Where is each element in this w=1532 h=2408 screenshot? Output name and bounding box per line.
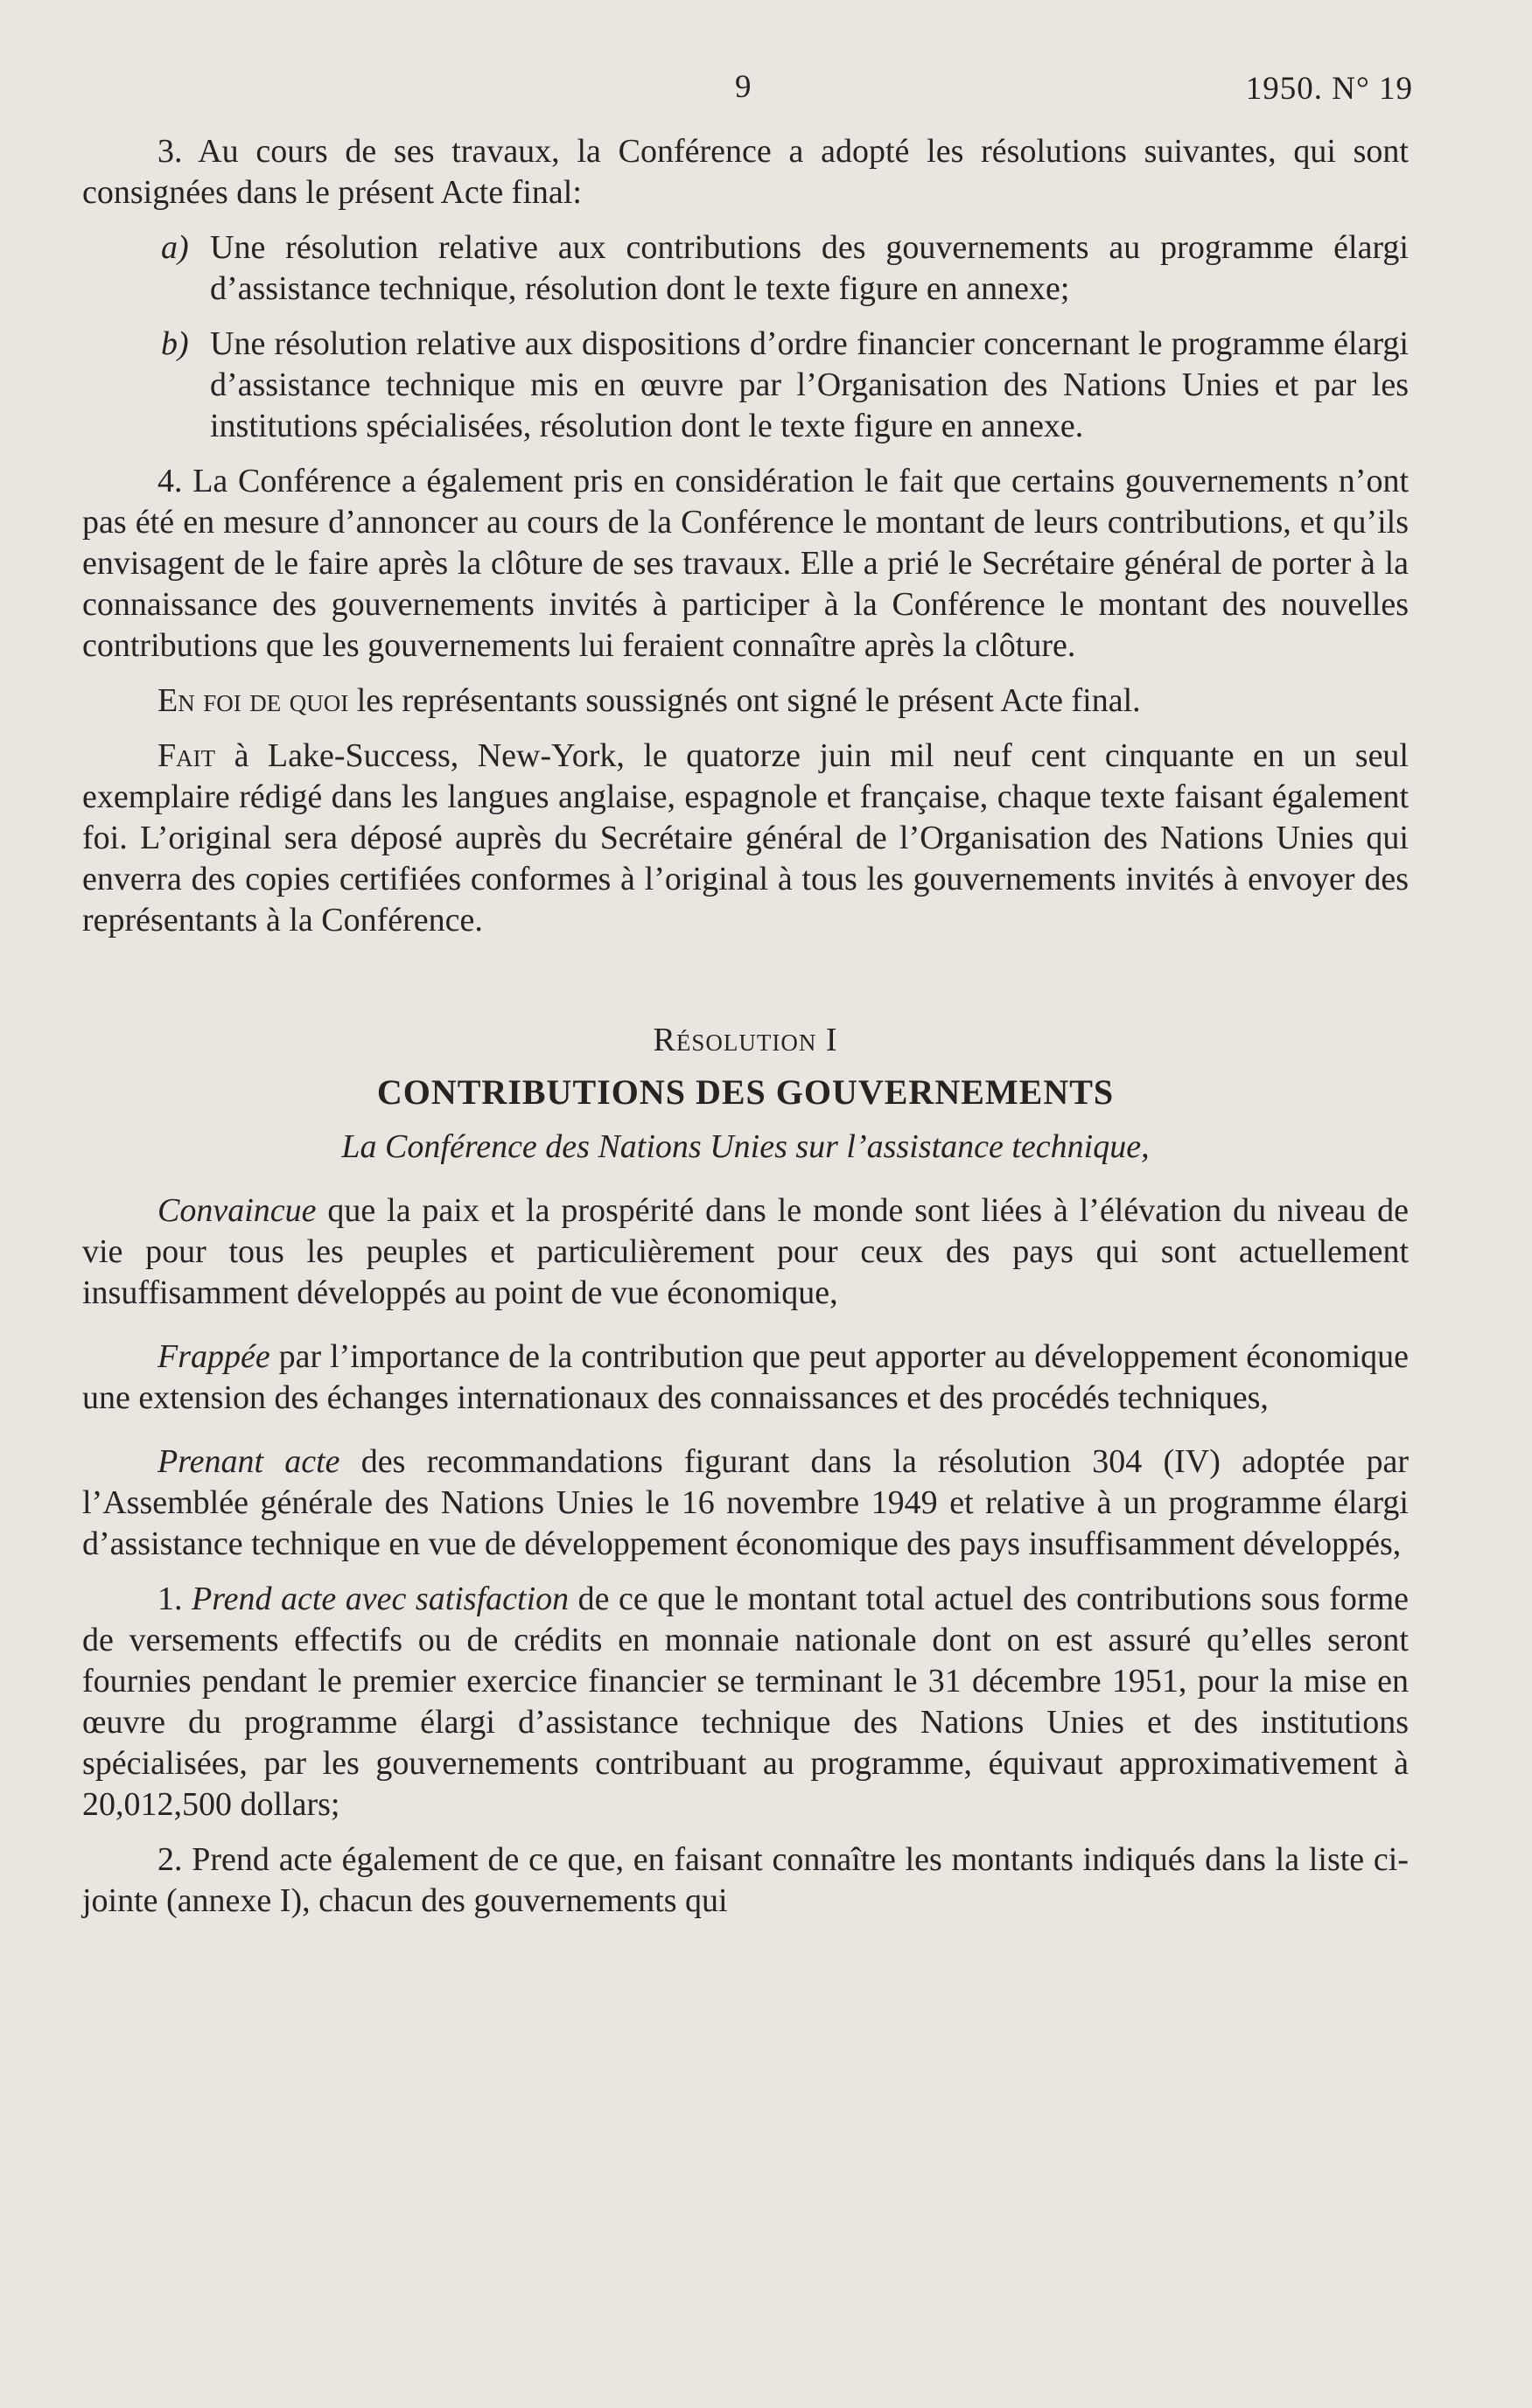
list-label-a: a) <box>161 229 189 266</box>
fait-paragraph <box>82 736 1409 941</box>
resolution-label: Résolution I <box>653 1022 838 1058</box>
prenant-text: des recommandations figurant dans la résolution 304 (IV) adoptée par l’Assemblée générale des Nations Unies le 16 novembre 1949 et relative à un programme élargi d’assistance technique en vue de développement économique des pays insuffisamment développés, <box>82 1443 1409 1562</box>
list-text-b: Une résolution relative aux dispositions d’ordre financier concernant le programme élargi d’assistance technique mis en œuvre par l’Organisation des Nations Unies et par les institutions spécialisées, résolution dont le texte figure en annexe. <box>210 325 1409 444</box>
frappee-text: par l’importance de la contribution que peut apporter au développement économique une extension des échanges internationaux des connaissances et des procédés techniques, <box>82 1338 1409 1416</box>
prenant-paragraph <box>82 1441 1409 1565</box>
resolution-title: CONTRIBUTIONS DES GOUVERNEMENTS <box>376 1072 1115 1112</box>
paragraph-3: 3. Au cours de ses travaux, la Conférence a adopté les résolutions suivantes, qui sont consignées dans le présent Acte final: <box>82 133 1409 211</box>
op1-number: 1. <box>157 1581 192 1617</box>
frappee-paragraph <box>82 1337 1409 1419</box>
frappee-lead: Frappée <box>157 1338 270 1375</box>
list-item-a <box>161 227 1409 310</box>
en-foi-paragraph <box>82 681 1409 722</box>
page-header <box>0 61 1532 114</box>
en-foi-lead: En foi de quoi <box>157 682 349 719</box>
paragraph-4: 4. La Conférence a également pris en considération le fait que certains gouvernements n’ont pas été en mesure d’annoncer au cours de la Conférence le montant de leurs contributions, et qu’ils envisagent de le faire après la clôture de ses travaux. Elle a prié le Secrétaire général de porter à la connaissance des gouvernements invités à participer à la Conférence le montant des nouvelles contributions que les gouvernements lui feraient connaître après la clôture. <box>82 463 1409 664</box>
prenant-lead: Prenant acte <box>157 1443 340 1480</box>
convaincue-text: que la paix et la prospérité dans le monde sont liées à l’élévation du niveau de vie pour tous les peuples et particulièrement pour ceux des pays qui sont actuellement insuffisamment développés au point de vue économique, <box>82 1192 1409 1311</box>
op1-lead: Prend acte avec satisfaction <box>192 1581 570 1617</box>
operative-paragraph-2: 2. Prend acte également de ce que, en faisant connaître les montants indiqués dans la liste ci-jointe (annexe I), chacun des gouvernements qui <box>82 1841 1409 1919</box>
list-item-b <box>161 324 1409 447</box>
resolution-intro: La Conférence des Nations Unies sur l’assistance technique, <box>341 1128 1150 1165</box>
fait-lead: Fait <box>157 737 216 774</box>
op1-text: de ce que le montant total actuel des contributions sous forme de versements effectifs ou de crédits en monnaie nationale dont on est assuré qu’elles seront fournies pendant le premier exercice financier se terminant le 31 décembre 1951, pour la mise en œuvre du programme élargi d’assistance technique des Nations Unies et des institutions spécialisées, par les gouvernements contribuant au programme, équivaut approximativement à 20,012,500 dollars; <box>82 1581 1409 1823</box>
convaincue-lead: Convaincue <box>157 1192 317 1229</box>
list-label-b: b) <box>161 325 189 362</box>
page-number: 9 <box>735 69 752 105</box>
fait-text: à Lake-Success, New-York, le quatorze juin mil neuf cent cinquante en un seul exemplaire rédigé dans les langues anglaise, espagnole et française, chaque texte faisant également foi. L’original sera déposé auprès du Secrétaire général de l’Organisation des Nations Unies qui enverra des copies certifiées conformes à l’original à tous les gouvernements invités à envoyer des représentants à la Conférence. <box>82 737 1409 939</box>
operative-paragraph-1 <box>82 1579 1409 1825</box>
document-reference: 1950. N° 19 <box>1245 71 1413 107</box>
page-body <box>82 131 1409 1936</box>
convaincue-paragraph <box>82 1190 1409 1314</box>
list-text-a: Une résolution relative aux contributions des gouvernements au programme élargi d’assistance technique, résolution dont le texte figure en annexe; <box>210 229 1409 307</box>
en-foi-text: les représentants soussignés ont signé le présent Acte final. <box>348 682 1141 719</box>
